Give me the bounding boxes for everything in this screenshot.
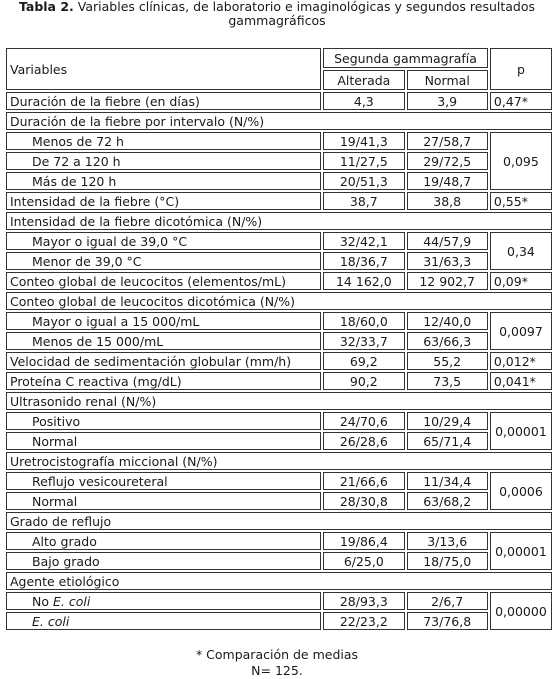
row-label: Normal xyxy=(6,492,321,510)
row-label: Alto grado xyxy=(6,532,321,550)
cell-p: 0,0006 xyxy=(490,472,552,510)
results-table xyxy=(4,46,554,632)
table-row xyxy=(6,492,552,510)
header-row-1 xyxy=(6,48,552,68)
header-alterada: Alterada xyxy=(323,70,404,90)
row-label: De 72 a 120 h xyxy=(6,152,321,170)
cell-alterada: 18/36,7 xyxy=(323,252,404,270)
header-p: p xyxy=(490,48,552,90)
cell-alterada: 32/33,7 xyxy=(323,332,404,350)
label-italic: E. coli xyxy=(32,613,70,629)
row-label: Reflujo vesicoureteral xyxy=(6,472,321,490)
cell-normal: 19/48,7 xyxy=(407,172,488,190)
cell-normal: 73/76,8 xyxy=(407,612,488,630)
row-label: Duración de la fiebre (en días) xyxy=(6,92,321,110)
cell-normal: 18/75,0 xyxy=(407,552,488,570)
table-row xyxy=(6,232,552,250)
row-label: Menor de 39,0 °C xyxy=(6,252,321,270)
table-row xyxy=(6,132,552,150)
row-label xyxy=(6,592,321,610)
table-row xyxy=(6,172,552,190)
cell-normal: 73,5 xyxy=(407,372,488,390)
section-label: Intensidad de la fiebre dicotómica (N/%) xyxy=(6,212,552,230)
cell-normal: 27/58,7 xyxy=(407,132,488,150)
cell-alterada: 20/51,3 xyxy=(323,172,404,190)
cell-alterada: 32/42,1 xyxy=(323,232,404,250)
row-label: Mayor o igual a 15 000/mL xyxy=(6,312,321,330)
cell-p: 0,0097 xyxy=(490,312,552,350)
cell-alterada: 28/93,3 xyxy=(323,592,404,610)
cell-alterada: 11/27,5 xyxy=(323,152,404,170)
footnote-comparison: * Comparación de medias xyxy=(195,647,359,662)
cell-alterada: 22/23,2 xyxy=(323,612,404,630)
section-label: Grado de reflujo xyxy=(6,512,552,530)
row-label: Positivo xyxy=(6,412,321,430)
cell-p: 0,00001 xyxy=(490,412,552,450)
cell-p: 0,00000 xyxy=(490,592,552,630)
cell-p: 0,095 xyxy=(490,132,552,190)
table-row xyxy=(6,332,552,350)
table-row xyxy=(6,352,552,370)
row-label: Conteo global de leucocitos (elementos/mL) xyxy=(6,272,321,290)
cell-normal: 63/66,3 xyxy=(407,332,488,350)
cell-alterada: 19/41,3 xyxy=(323,132,404,150)
row-label: Bajo grado xyxy=(6,552,321,570)
header-normal: Normal xyxy=(407,70,488,90)
row-label: Más de 120 h xyxy=(6,172,321,190)
table-row-section xyxy=(6,512,552,530)
label-prefix: No xyxy=(32,593,53,609)
section-label: Conteo global de leucocitos dicotómica (N/%) xyxy=(6,292,552,310)
cell-normal: 3,9 xyxy=(407,92,488,110)
label-italic: E. coli xyxy=(52,593,91,609)
header-variables: Variables xyxy=(6,48,321,90)
table-row xyxy=(6,432,552,450)
cell-alterada: 6/25,0 xyxy=(323,552,404,570)
cell-alterada: 69,2 xyxy=(323,352,404,370)
cell-p: 0,47* xyxy=(490,92,552,110)
section-label: Duración de la fiebre por intervalo (N/%) xyxy=(6,112,552,130)
cell-normal: 63/68,2 xyxy=(407,492,488,510)
cell-alterada: 19/86,4 xyxy=(323,532,404,550)
cell-alterada: 28/30,8 xyxy=(323,492,404,510)
caption-label: Tabla 2. xyxy=(18,0,74,14)
cell-normal: 31/63,3 xyxy=(407,252,488,270)
cell-normal: 12 902,7 xyxy=(407,272,488,290)
cell-p: 0,012* xyxy=(490,352,552,370)
table-row-section xyxy=(6,452,552,470)
table-row xyxy=(6,372,552,390)
row-label: Menos de 72 h xyxy=(6,132,321,150)
table-caption xyxy=(0,0,554,28)
row-label xyxy=(6,612,321,630)
caption-text-line2: gammagráficos xyxy=(228,13,326,28)
table-row xyxy=(6,612,552,630)
table-row xyxy=(6,592,552,610)
cell-alterada: 4,3 xyxy=(323,92,404,110)
cell-p: 0,55* xyxy=(490,192,552,210)
cell-p: 0,041* xyxy=(490,372,552,390)
cell-alterada: 18/60,0 xyxy=(323,312,404,330)
table-row xyxy=(6,532,552,550)
row-label: Normal xyxy=(6,432,321,450)
section-label: Ultrasonido renal (N/%) xyxy=(6,392,552,410)
table-row xyxy=(6,552,552,570)
row-label: Intensidad de la fiebre (°C) xyxy=(6,192,321,210)
cell-normal: 44/57,9 xyxy=(407,232,488,250)
table-row-section xyxy=(6,112,552,130)
table-row-section xyxy=(6,292,552,310)
table-row xyxy=(6,252,552,270)
section-label: Uretrocistografía miccional (N/%) xyxy=(6,452,552,470)
table-row xyxy=(6,472,552,490)
cell-p: 0,09* xyxy=(490,272,552,290)
cell-alterada: 90,2 xyxy=(323,372,404,390)
cell-normal: 10/29,4 xyxy=(407,412,488,430)
cell-alterada: 14 162,0 xyxy=(323,272,404,290)
table-row-section xyxy=(6,572,552,590)
row-label: Mayor o igual de 39,0 °C xyxy=(6,232,321,250)
cell-normal: 2/6,7 xyxy=(407,592,488,610)
cell-p: 0,34 xyxy=(490,232,552,270)
table-row-section xyxy=(6,212,552,230)
cell-alterada: 26/28,6 xyxy=(323,432,404,450)
cell-normal: 55,2 xyxy=(407,352,488,370)
cell-alterada: 21/66,6 xyxy=(323,472,404,490)
caption-text-line1: Variables clínicas, de laboratorio e imaginológicas y segundos resultados xyxy=(73,0,536,14)
cell-normal: 11/34,4 xyxy=(407,472,488,490)
cell-normal: 12/40,0 xyxy=(407,312,488,330)
table-row xyxy=(6,312,552,330)
section-label: Agente etiológico xyxy=(6,572,552,590)
footnote-n: N= 125. xyxy=(251,663,303,678)
row-label: Menos de 15 000/mL xyxy=(6,332,321,350)
table-row xyxy=(6,412,552,430)
cell-alterada: 24/70,6 xyxy=(323,412,404,430)
row-label: Velocidad de sedimentación globular (mm/h) xyxy=(6,352,321,370)
header-group: Segunda gammagrafía xyxy=(323,48,488,68)
table-row xyxy=(6,192,552,210)
table-row xyxy=(6,152,552,170)
row-label: Proteína C reactiva (mg/dL) xyxy=(6,372,321,390)
table-row xyxy=(6,92,552,110)
cell-alterada: 38,7 xyxy=(323,192,404,210)
table-row xyxy=(6,272,552,290)
cell-normal: 3/13,6 xyxy=(407,532,488,550)
cell-normal: 29/72,5 xyxy=(407,152,488,170)
table-row-section xyxy=(6,392,552,410)
cell-normal: 38,8 xyxy=(407,192,488,210)
cell-p: 0,00001 xyxy=(490,532,552,570)
cell-normal: 65/71,4 xyxy=(407,432,488,450)
